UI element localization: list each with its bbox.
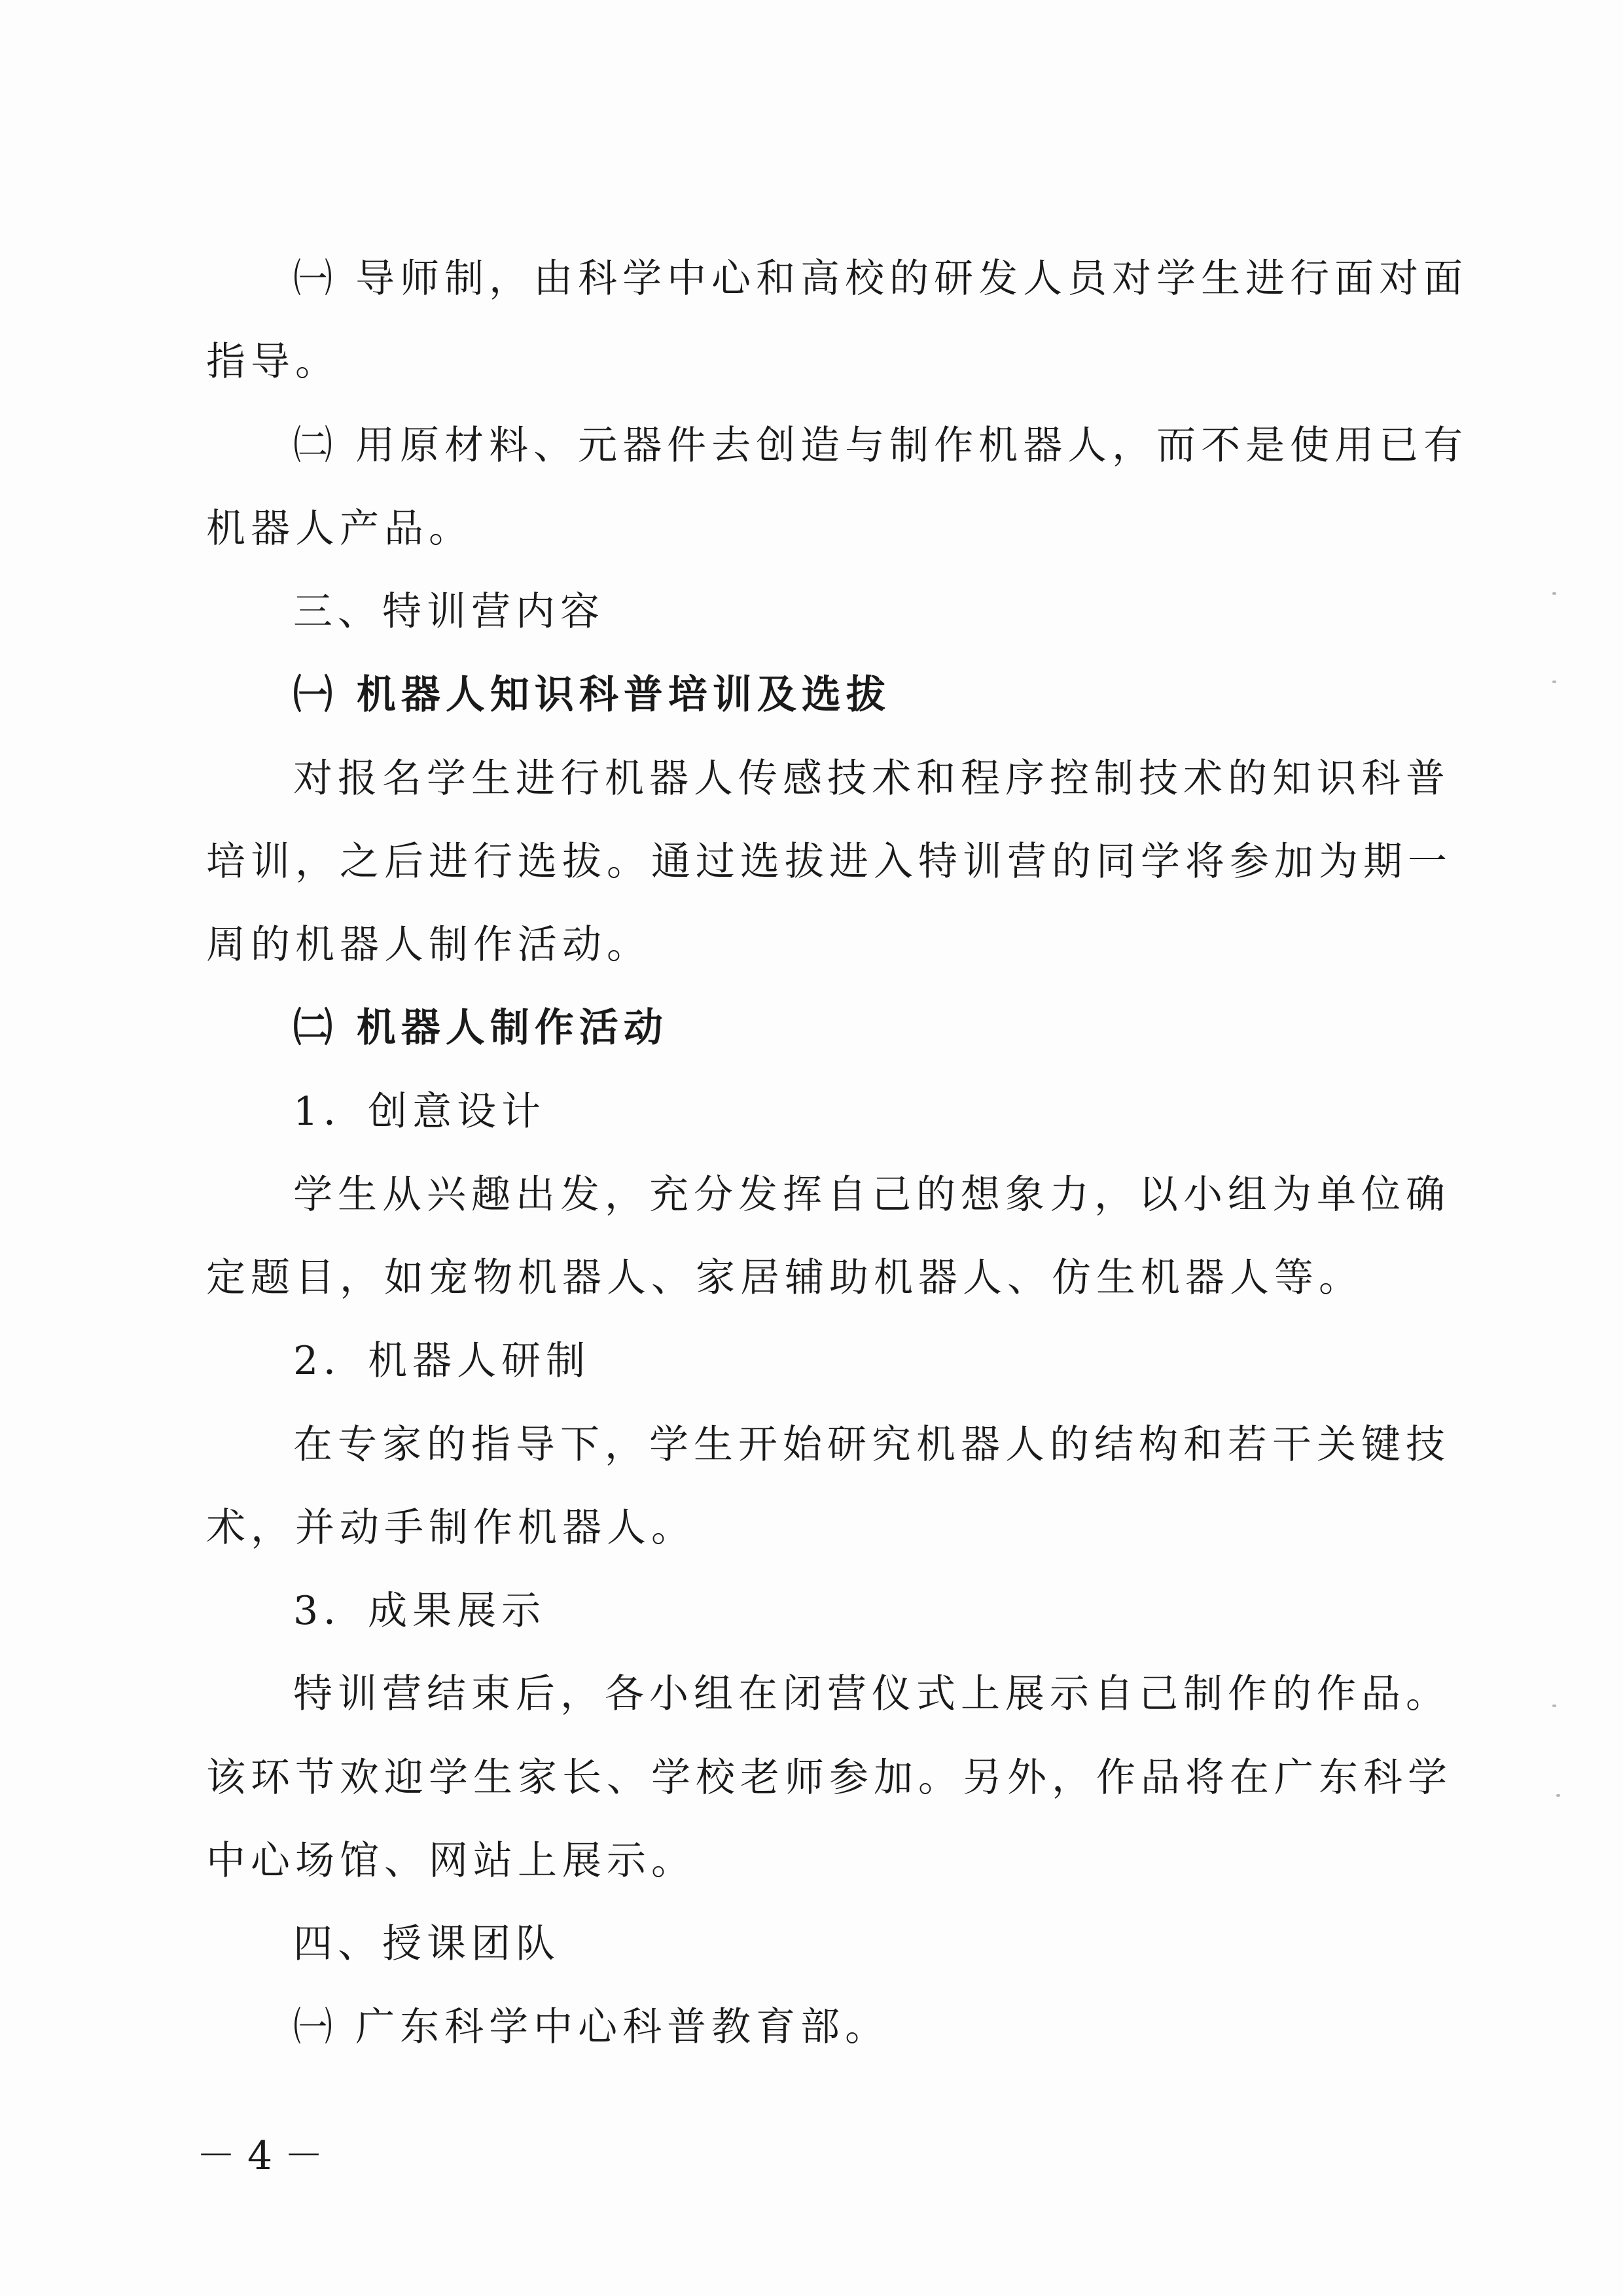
text-line: 特训营结束后，各小组在闭营仪式上展示自己制作的作品。 xyxy=(293,1671,1450,1717)
text-line: 指导。 xyxy=(206,339,340,385)
scan-speck xyxy=(1552,592,1556,595)
item-heading: 3．成果展示 xyxy=(293,1588,546,1634)
text-line: 培训，之后进行选拔。通过选拔进入特训营的同学将参加为期一 xyxy=(206,839,1452,885)
text-line: 术，并动手制作机器人。 xyxy=(206,1505,696,1551)
scan-speck xyxy=(1556,1794,1560,1797)
subsection-heading: ㈠ 机器人知识科普培训及选拔 xyxy=(293,672,891,718)
text-line: 定题目，如宠物机器人、家居辅助机器人、仿生机器人等。 xyxy=(206,1255,1363,1301)
text-line: 中心场馆、网站上展示。 xyxy=(206,1838,696,1884)
page-number: －4－ xyxy=(196,2133,336,2179)
subsection-heading: ㈡ 机器人制作活动 xyxy=(293,1005,668,1051)
text-line: 机器人产品。 xyxy=(206,506,473,552)
text-line: ㈠ 导师制，由科学中心和高校的研发人员对学生进行面对面 xyxy=(293,256,1469,302)
text-line: 对报名学生进行机器人传感技术和程序控制技术的知识科普 xyxy=(293,756,1450,802)
item-heading: 2．机器人研制 xyxy=(293,1338,591,1384)
text-line: 周的机器人制作活动。 xyxy=(206,922,651,968)
text-line: 学生从兴趣出发，充分发挥自己的想象力，以小组为单位确 xyxy=(293,1172,1450,1218)
text-line: ㈠ 广东科学中心科普教育部。 xyxy=(293,2004,890,2050)
text-line: 该环节欢迎学生家长、学校老师参加。另外，作品将在广东科学 xyxy=(206,1755,1452,1801)
text-line: 在专家的指导下，学生开始研究机器人的结构和若干关键技 xyxy=(293,1422,1450,1468)
section-heading: 三、特训营内容 xyxy=(293,589,605,635)
scan-speck xyxy=(1552,680,1556,683)
scan-speck xyxy=(1552,1704,1556,1707)
section-heading: 四、授课团队 xyxy=(293,1921,560,1967)
item-heading: 1．创意设计 xyxy=(293,1089,546,1135)
text-line: ㈡ 用原材料、元器件去创造与制作机器人，而不是使用已有 xyxy=(293,423,1469,468)
